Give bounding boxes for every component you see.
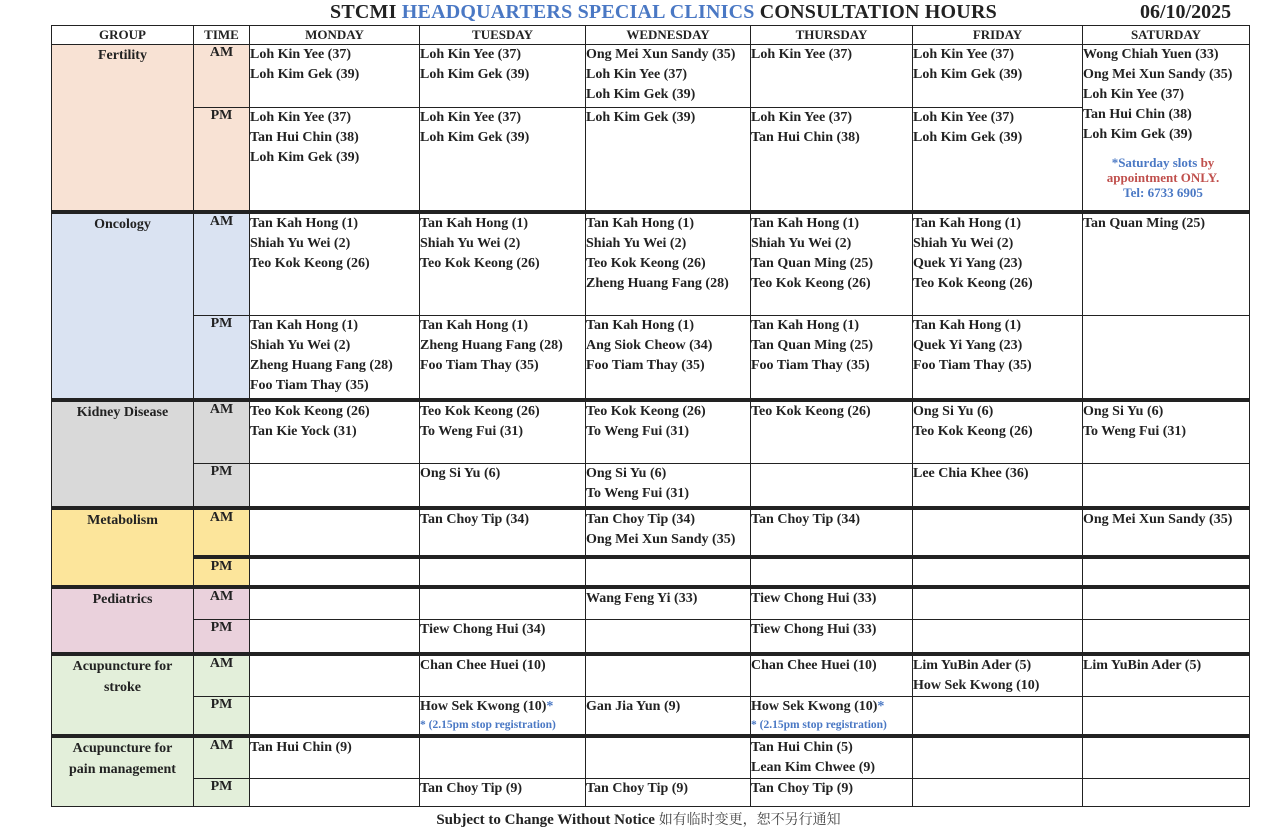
doctor-entry: Loh Kim Gek (39) <box>913 67 1023 82</box>
doctor-entry: Wang Feng Yi (33) <box>586 590 698 606</box>
acu-pain-pm-wed <box>586 779 751 807</box>
acu-stroke-pm-fri <box>913 696 1083 736</box>
fertility-pm-tue <box>420 108 586 212</box>
doctor-entry: Loh Kin Yee (37) <box>751 47 852 62</box>
pediatrics-pm-tue <box>420 620 586 654</box>
pediatrics-am-row <box>52 587 1250 620</box>
registration-note: * (2.15pm stop registration) <box>420 718 556 731</box>
pediatrics-am-tue <box>420 587 586 620</box>
doctor-entry: Chan Chee Huei (10) <box>420 657 546 673</box>
oncology-pm-row <box>52 316 1250 400</box>
fertility-am-row <box>52 45 1250 108</box>
acu-stroke-pm-mon <box>250 696 420 736</box>
doctor-entry: Tan Hui Chin (9) <box>250 740 352 755</box>
oncology-pm-wed <box>586 316 751 400</box>
pediatrics-pm-mon <box>250 620 420 654</box>
oncology-am-row <box>52 212 1250 316</box>
metabolism-am-sat <box>1083 508 1250 557</box>
acu-pain-pm-tue <box>420 779 586 807</box>
metabolism-pm-fri <box>913 557 1083 587</box>
doctor-entry: Foo Tiam Thay (35) <box>751 358 870 373</box>
kidney-pm-thu <box>751 464 913 508</box>
doctor-entry: Foo Tiam Thay (35) <box>250 378 369 393</box>
doctor-entry: Tan Kah Hong (1) <box>586 215 695 231</box>
doctor-entry: Shiah Yu Wei (2) <box>420 235 521 251</box>
pediatrics-pm-sat <box>1083 620 1250 654</box>
doctor-entry: Loh Kin Yee (37) <box>420 110 521 125</box>
acu-stroke-pm-wed <box>586 696 751 736</box>
doctor-entry: To Weng Fui (31) <box>586 423 690 439</box>
acu-pain-am-thu <box>751 736 913 779</box>
oncology-pm-thu <box>751 316 913 400</box>
acu-stroke-am-mon <box>250 654 420 697</box>
doctor-entry: Tiew Chong Hui (33) <box>751 622 877 637</box>
doctor-entry: Loh Kim Gek (39) <box>420 67 530 82</box>
oncology-am-thu <box>751 212 913 316</box>
kidney-pm-mon <box>250 464 420 508</box>
doctor-entry: Tan Choy Tip (9) <box>586 781 689 796</box>
doctor-entry: Lean Kim Chwee (9) <box>751 760 876 775</box>
footer-notice: Subject to Change Without Notice 如有临时变更，恕不另行通知 <box>436 812 841 828</box>
metabolism-pm-thu <box>751 557 913 587</box>
header-friday: FRIDAY <box>913 26 1083 45</box>
doctor-entry: Loh Kim Gek (39) <box>586 110 696 125</box>
pediatrics-am-sat <box>1083 587 1250 620</box>
pediatrics-am-fri <box>913 587 1083 620</box>
fertility-pm-mon <box>250 108 420 212</box>
doctor-entry: Tan Hui Chin (5) <box>751 740 853 755</box>
fertility-pm-fri <box>913 108 1083 212</box>
metabolism-am-wed <box>586 508 751 557</box>
doctor-entry: Loh Kin Yee (37) <box>913 110 1014 125</box>
doctor-entry: Teo Kok Keong (26) <box>751 275 871 291</box>
header-time: TIME <box>194 26 250 45</box>
fertility-sat-list <box>1083 45 1249 145</box>
group-oncology: Oncology <box>52 212 194 400</box>
doctor-entry: Loh Kim Gek (39) <box>420 130 530 145</box>
oncology-am-fri <box>913 212 1083 316</box>
doctor-entry: Lim YuBin Ader (5) <box>913 657 1032 673</box>
fertility-am-tue <box>420 45 586 108</box>
header-monday: MONDAY <box>250 26 420 45</box>
metabolism-am-mon <box>250 508 420 557</box>
fertility-am-mon <box>250 45 420 108</box>
doctor-entry: Teo Kok Keong (26) <box>913 423 1033 439</box>
doctor-entry: Tan Hui Chin (38) <box>751 130 860 145</box>
doctor-entry: Ong Mei Xun Sandy (35) <box>586 47 736 62</box>
pediatrics-am-wed <box>586 587 751 620</box>
doctor-entry: Tan Kah Hong (1) <box>586 318 695 333</box>
time-am: AM <box>194 736 250 779</box>
kidney-am-fri <box>913 400 1083 464</box>
doctor-entry: To Weng Fui (31) <box>1083 423 1187 439</box>
page-title: STCMI HEADQUARTERS SPECIAL CLINICS CONSULTATION HOURS <box>330 1 997 23</box>
doctor-entry: Tan Kah Hong (1) <box>751 215 860 231</box>
doctor-entry: Lim YuBin Ader (5) <box>1083 657 1202 673</box>
doctor-entry: Teo Kok Keong (26) <box>586 255 706 271</box>
kidney-pm-tue <box>420 464 586 508</box>
oncology-am-wed <box>586 212 751 316</box>
doctor-entry: Loh Kin Yee (37) <box>751 110 852 125</box>
doctor-entry: Shiah Yu Wei (2) <box>250 235 351 251</box>
fertility-pm-row <box>52 108 1250 212</box>
time-pm: PM <box>194 620 250 654</box>
doctor-entry: Tiew Chong Hui (33) <box>751 590 877 606</box>
oncology-am-mon <box>250 212 420 316</box>
doctor-entry: Teo Kok Keong (26) <box>751 403 871 419</box>
doctor-entry: Foo Tiam Thay (35) <box>420 358 539 373</box>
kidney-pm-row <box>52 464 1250 508</box>
doctor-entry: Tan Kah Hong (1) <box>250 215 359 231</box>
pediatrics-pm-thu <box>751 620 913 654</box>
kidney-pm-fri <box>913 464 1083 508</box>
oncology-am-sat <box>1083 212 1250 316</box>
doctor-entry: Tan Kah Hong (1) <box>913 215 1022 231</box>
fertility-pm-thu <box>751 108 913 212</box>
time-pm: PM <box>194 779 250 807</box>
header-thursday: THURSDAY <box>751 26 913 45</box>
acupuncture-stroke-am-row <box>52 654 1250 697</box>
fertility-sat <box>1083 45 1250 212</box>
metabolism-am-tue <box>420 508 586 557</box>
header-wednesday: WEDNESDAY <box>586 26 751 45</box>
doctor-entry: Loh Kim Gek (39) <box>250 67 360 82</box>
doctor-entry: Tan Kie Yock (31) <box>250 423 357 439</box>
doctor-entry: Ang Siok Cheow (34) <box>586 338 713 353</box>
doctor-entry: Loh Kim Gek (39) <box>586 87 696 102</box>
pediatrics-pm-wed <box>586 620 751 654</box>
acu-pain-pm-sat <box>1083 779 1250 807</box>
doctor-entry: Teo Kok Keong (26) <box>250 255 370 271</box>
metabolism-pm-sat <box>1083 557 1250 587</box>
metabolism-am-row <box>52 508 1250 557</box>
pediatrics-am-thu <box>751 587 913 620</box>
acupuncture-stroke-pm-row <box>52 696 1250 736</box>
doctor-entry: Teo Kok Keong (26) <box>420 255 540 271</box>
acu-pain-am-tue <box>420 736 586 779</box>
doctor-entry: To Weng Fui (31) <box>586 486 690 501</box>
saturday-appointment-note: *Saturday slots by appointment ONLY. Tel: 6733 6905 <box>1106 155 1220 200</box>
doctor-entry: Loh Kim Gek (39) <box>913 130 1023 145</box>
kidney-am-tue <box>420 400 586 464</box>
doctor-entry: Ong Mei Xun Sandy (35) <box>1083 511 1233 527</box>
oncology-pm-tue <box>420 316 586 400</box>
doctor-entry: Loh Kim Gek (39) <box>250 150 360 165</box>
kidney-am-mon <box>250 400 420 464</box>
group-kidney-disease: Kidney Disease <box>52 400 194 508</box>
pediatrics-pm-fri <box>913 620 1083 654</box>
group-acupuncture-pain: Acupuncture for pain management <box>52 736 194 807</box>
time-pm: PM <box>194 696 250 736</box>
doctor-entry: Lee Chia Khee (36) <box>913 466 1029 481</box>
doctor-entry: How Sek Kwong (10)* <box>420 698 554 714</box>
doctor-entry: Wong Chiah Yuen (33) <box>1083 47 1219 62</box>
doctor-entry: Quek Yi Yang (23) <box>913 338 1023 353</box>
doctor-entry: Tan Quan Ming (25) <box>751 338 874 353</box>
metabolism-pm-tue <box>420 557 586 587</box>
fertility-am-fri <box>913 45 1083 108</box>
group-pediatrics: Pediatrics <box>52 587 194 654</box>
group-metabolism: Metabolism <box>52 508 194 587</box>
acu-stroke-am-tue <box>420 654 586 697</box>
acu-pain-am-sat <box>1083 736 1250 779</box>
time-am: AM <box>194 654 250 697</box>
doctor-entry: Tan Hui Chin (38) <box>250 130 359 145</box>
acu-pain-pm-fri <box>913 779 1083 807</box>
time-am: AM <box>194 400 250 464</box>
doctor-entry: Tan Kah Hong (1) <box>250 318 359 333</box>
pediatrics-am-mon <box>250 587 420 620</box>
doctor-entry: Loh Kin Yee (37) <box>913 47 1014 62</box>
acupuncture-pain-pm-row <box>52 779 1250 807</box>
doctor-entry: Tan Choy Tip (9) <box>420 781 523 796</box>
doctor-entry: Zheng Huang Fang (28) <box>250 358 393 373</box>
kidney-pm-wed <box>586 464 751 508</box>
doctor-entry: Loh Kin Yee (37) <box>420 47 521 62</box>
doctor-entry: Chan Chee Huei (10) <box>751 657 877 673</box>
acu-stroke-pm-sat <box>1083 696 1250 736</box>
doctor-entry: Teo Kok Keong (26) <box>913 275 1033 291</box>
doctor-entry: Loh Kim Gek (39) <box>1083 127 1193 142</box>
kidney-am-row <box>52 400 1250 464</box>
time-am: AM <box>194 587 250 620</box>
doctor-entry: Tan Quan Ming (25) <box>1083 215 1206 231</box>
time-am: AM <box>194 45 250 108</box>
doctor-entry: Foo Tiam Thay (35) <box>913 358 1032 373</box>
doctor-entry: Tan Quan Ming (25) <box>751 255 874 271</box>
time-pm: PM <box>194 464 250 508</box>
acu-pain-am-fri <box>913 736 1083 779</box>
header-group: GROUP <box>52 26 194 45</box>
doctor-entry: To Weng Fui (31) <box>420 423 524 439</box>
doctor-entry: Ong Si Yu (6) <box>420 466 501 481</box>
doctor-entry: Teo Kok Keong (26) <box>250 403 370 419</box>
fertility-am-thu <box>751 45 913 108</box>
doctor-entry: Tan Choy Tip (34) <box>586 511 696 527</box>
fertility-am-wed <box>586 45 751 108</box>
doctor-entry: How Sek Kwong (10)* <box>751 698 885 714</box>
doctor-entry: Tiew Chong Hui (34) <box>420 622 546 637</box>
acu-pain-am-wed <box>586 736 751 779</box>
acu-stroke-am-sat <box>1083 654 1250 697</box>
group-acupuncture-stroke: Acupuncture for stroke <box>52 654 194 737</box>
doctor-entry: Ong Si Yu (6) <box>586 466 667 481</box>
time-am: AM <box>194 212 250 316</box>
doctor-entry: Zheng Huang Fang (28) <box>420 338 563 353</box>
consultation-schedule-table <box>51 25 1250 807</box>
header-tuesday: TUESDAY <box>420 26 586 45</box>
doctor-entry: Foo Tiam Thay (35) <box>586 358 705 373</box>
doctor-entry: Loh Kin Yee (37) <box>1083 87 1184 102</box>
kidney-am-sat <box>1083 400 1250 464</box>
metabolism-am-fri <box>913 508 1083 557</box>
schedule-date: 06/10/2025 <box>1140 1 1232 23</box>
header-row <box>52 26 1250 45</box>
doctor-entry: Tan Choy Tip (34) <box>420 511 530 527</box>
kidney-am-thu <box>751 400 913 464</box>
doctor-entry: Ong Si Yu (6) <box>913 403 994 419</box>
doctor-entry: Quek Yi Yang (23) <box>913 255 1023 271</box>
doctor-entry: Ong Mei Xun Sandy (35) <box>1083 67 1233 82</box>
doctor-entry: Ong Si Yu (6) <box>1083 403 1164 419</box>
acu-stroke-pm-tue <box>420 696 586 736</box>
kidney-am-wed <box>586 400 751 464</box>
time-am: AM <box>194 508 250 557</box>
doctor-entry: Zheng Huang Fang (28) <box>586 275 729 291</box>
doctor-entry: Loh Kin Yee (37) <box>250 47 351 62</box>
acu-pain-pm-mon <box>250 779 420 807</box>
doctor-entry: Teo Kok Keong (26) <box>586 403 706 419</box>
doctor-entry: Teo Kok Keong (26) <box>420 403 540 419</box>
doctor-entry: Loh Kin Yee (37) <box>586 67 687 82</box>
doctor-entry: Loh Kin Yee (37) <box>250 110 351 125</box>
kidney-pm-sat <box>1083 464 1250 508</box>
acu-stroke-pm-thu <box>751 696 913 736</box>
oncology-pm-fri <box>913 316 1083 400</box>
doctor-entry: Shiah Yu Wei (2) <box>751 235 852 251</box>
doctor-entry: Shiah Yu Wei (2) <box>250 338 351 353</box>
doctor-entry: Tan Kah Hong (1) <box>420 215 529 231</box>
fertility-pm-wed <box>586 108 751 212</box>
pediatrics-pm-row <box>52 620 1250 654</box>
time-pm: PM <box>194 557 250 587</box>
doctor-entry: Tan Choy Tip (9) <box>751 781 854 796</box>
doctor-entry: How Sek Kwong (10) <box>913 677 1040 693</box>
metabolism-pm-row <box>52 557 1250 587</box>
acu-stroke-am-fri <box>913 654 1083 697</box>
doctor-entry: Shiah Yu Wei (2) <box>586 235 687 251</box>
doctor-entry: Tan Hui Chin (38) <box>1083 107 1192 122</box>
oncology-pm-mon <box>250 316 420 400</box>
acu-stroke-am-wed <box>586 654 751 697</box>
acu-pain-am-mon <box>250 736 420 779</box>
oncology-pm-sat <box>1083 316 1250 400</box>
time-pm: PM <box>194 108 250 212</box>
acu-pain-pm-thu <box>751 779 913 807</box>
registration-note: * (2.15pm stop registration) <box>751 718 887 731</box>
doctor-entry: Ong Mei Xun Sandy (35) <box>586 531 736 547</box>
doctor-entry: Tan Choy Tip (34) <box>751 511 861 527</box>
doctor-entry: Gan Jia Yun (9) <box>586 698 681 714</box>
metabolism-am-thu <box>751 508 913 557</box>
metabolism-pm-wed <box>586 557 751 587</box>
time-pm: PM <box>194 316 250 400</box>
header-saturday: SATURDAY <box>1083 26 1250 45</box>
doctor-entry: Tan Kah Hong (1) <box>420 318 529 333</box>
doctor-entry: Tan Kah Hong (1) <box>751 318 860 333</box>
doctor-entry: Shiah Yu Wei (2) <box>913 235 1014 251</box>
acu-stroke-am-thu <box>751 654 913 697</box>
doctor-entry: Tan Kah Hong (1) <box>913 318 1022 333</box>
acupuncture-pain-am-row <box>52 736 1250 779</box>
group-fertility: Fertility <box>52 45 194 212</box>
oncology-am-tue <box>420 212 586 316</box>
metabolism-pm-mon <box>250 557 420 587</box>
